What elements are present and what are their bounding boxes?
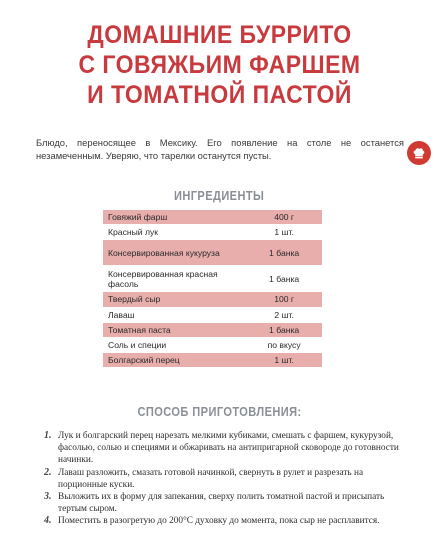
ingredient-name: Твердый сыр [103, 292, 246, 307]
ingredient-amount: по вкусу [246, 338, 322, 353]
ingredient-amount: 400 г [246, 210, 322, 225]
ingredient-row [103, 292, 322, 307]
step-text: Поместить в разогретую до 200°C духовку до момента, пока сыр не расплавится. [58, 516, 380, 527]
ingredient-amount: 100 г [246, 292, 322, 307]
ingredient-row [103, 307, 322, 322]
ingredient-amount: 1 шт. [246, 353, 322, 368]
method-step [44, 515, 404, 527]
ingredient-name: Томатная паста [103, 322, 246, 337]
step-text: Лук и болгарский перец нарезать мелкими кубиками, смешать с фаршем, кукурузой, фасолью, солью и специями и обжаривать на антипригарной сковороде до готовности начинки. [58, 431, 399, 466]
step-text: Лаваш разложить, смазать готовой начинкой, свернуть в рулет и разрезать на порционные куски. [58, 467, 364, 490]
ingredient-name: Красный лук [103, 225, 246, 240]
ingredient-amount: 1 банка [246, 322, 322, 337]
chef-hat-icon [407, 141, 431, 165]
method-heading: СПОСОБ ПРИГОТОВЛЕНИЯ: [137, 404, 302, 419]
ingredients-table [103, 210, 322, 368]
ingredient-row [103, 266, 322, 292]
ingredient-name: Лаваш [103, 307, 246, 322]
ingredient-row [103, 338, 322, 353]
ingredient-name: Консервированная кукуруза [103, 240, 246, 266]
ingredient-row [103, 240, 322, 266]
ingredient-row [103, 353, 322, 368]
title-line-1: ДОМАШНИЕ БУРРИТО [87, 21, 352, 49]
ingredient-name: Соль и специи [103, 338, 246, 353]
recipe-title [0, 20, 439, 110]
title-line-2: С ГОВЯЖЬИМ ФАРШЕМ [78, 51, 361, 79]
ingredient-row [103, 322, 322, 337]
recipe-intro: Блюдо, переносящее в Мексику. Его появление на столе не останется незамеченным. Уверяю, что тарелки останутся пусты. [36, 137, 404, 161]
method-step [44, 430, 404, 467]
ingredient-amount: 1 банка [246, 240, 322, 266]
step-number: 1. [44, 430, 52, 441]
step-number: 4. [44, 515, 52, 527]
ingredient-name: Консервированная красная фасоль [103, 266, 246, 292]
method-step [44, 467, 404, 491]
ingredient-name: Говяжий фарш [103, 210, 246, 225]
ingredient-amount: 2 шт. [246, 307, 322, 322]
step-text: Выложить их в форму для запекания, сверху полить томатной пастой и присыпать тертым сыром. [58, 492, 385, 515]
ingredient-row [103, 225, 322, 240]
title-line-3: И ТОМАТНОЙ ПАСТОЙ [87, 81, 352, 109]
ingredient-amount: 1 банка [246, 266, 322, 292]
ingredient-amount: 1 шт. [246, 225, 322, 240]
method-steps [44, 430, 404, 528]
ingredient-row [103, 210, 322, 225]
ingredients-heading: ИНГРЕДИЕНТЫ [174, 188, 265, 203]
ingredient-name: Болгарский перец [103, 353, 246, 368]
step-number: 3. [44, 491, 52, 503]
method-step [44, 491, 404, 515]
step-number: 2. [44, 466, 52, 478]
